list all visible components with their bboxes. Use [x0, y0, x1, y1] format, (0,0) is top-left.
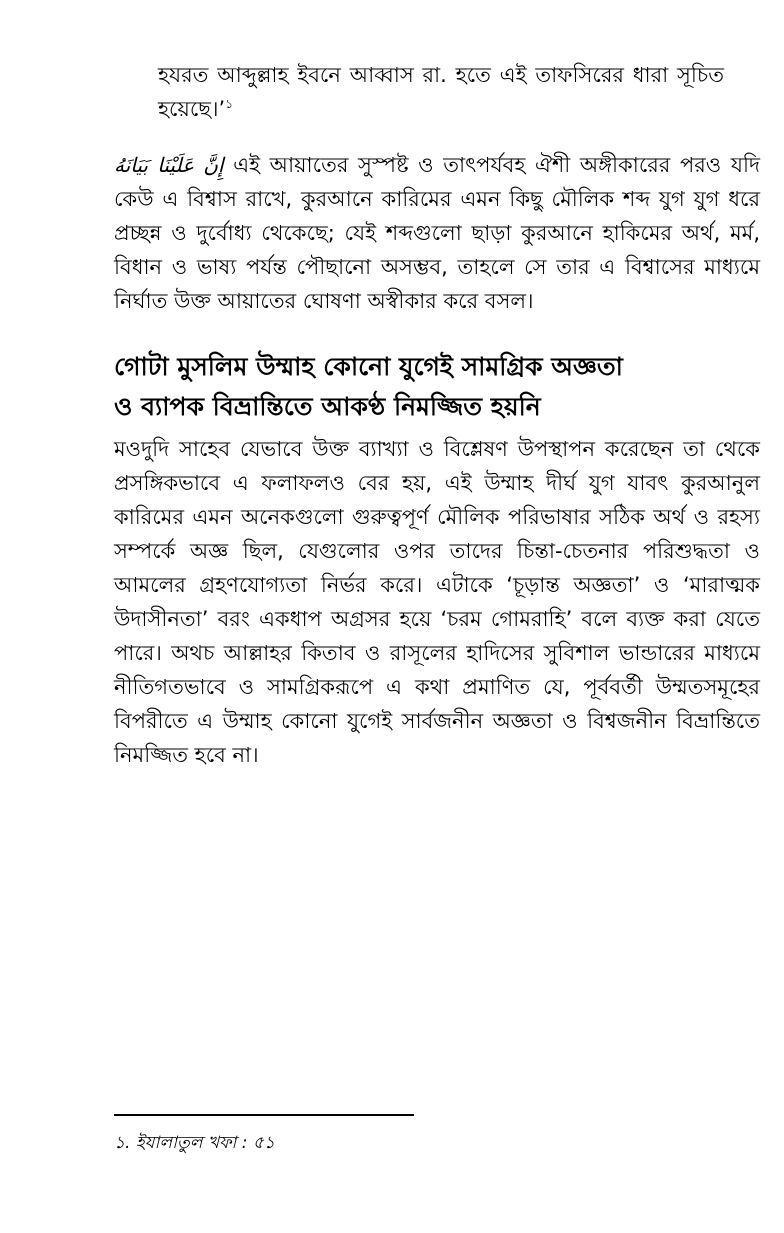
section-heading	[114, 347, 764, 427]
section-heading-line-2: ও ব্যাপক বিভ্রান্তিতে আকণ্ঠ নিমজ্জিত হয়নি	[114, 392, 541, 421]
footnote-divider	[114, 1114, 414, 1116]
quoted-passage	[158, 58, 724, 126]
arabic-ayah: إِنَّ عَلَيْنَا بَيَانَهُ	[114, 153, 224, 177]
quoted-passage-text: হযরত আব্দুল্লাহ ইবনে আব্বাস রা. হতে এই তাফসিরের ধারা সূচিত হয়েছে।’	[158, 63, 724, 121]
paragraph-body: মওদুদি সাহেব যেভাবে উক্ত ব্যাখ্যা ও বিশ্লেষণ উপস্থাপন করেছেন তা থেকে প্রসঙ্গিকভাবে এ ফলাফলও বের হয়, এই উম্মাহ দীর্ঘ যুগ যাবৎ কুরআনুল কারিমের এমন অনেকগুলো গুরুত্বপূর্ণ মৌলিক পরিভাষার সঠিক অর্থ ও রহস্য সম্পর্কে অজ্ঞ ছিল, যেগুলোর ওপর তাদের চিন্তা-চেতনার পরিশুদ্ধতা ও আমলের গ্রহণযোগ্যতা নির্ভর করে। এটাকে ‘চূড়ান্ত অজ্ঞতা’ ও ‘মারাত্মক উদাসীনতা’ বরং একধাপ অগ্রসর হয়ে ‘চরম গোমরাহি’ বলে ব্যক্ত করা যেতে পারে। অথচ আল্লাহর কিতাব ও রাসূলের হাদিসের সুবিশাল ভান্ডারের মাধ্যমে নীতিগতভাবে ও সামগ্রিকরূপে এ কথা প্রমাণিত যে, পূর্ববর্তী উম্মতসমূহের বিপরীতে এ উম্মাহ কোনো যুগেই সার্বজনীন অজ্ঞতা ও বিশ্বজনীন বিভ্রান্তিতে নিমজ্জিত হবে না।	[114, 437, 760, 767]
paragraph-1-text: এই আয়াতের সুস্পষ্ট ও তাৎপর্যবহ ঐশী অঙ্গীকারের পরও যদি কেউ এ বিশ্বাস রাখে, কুরআনে কারিমের এমন কিছু মৌলিক শব্দ যুগ যুগ ধরে প্রচ্ছন্ন ও দুর্বোধ্য থেকেছে; যেই শব্দগুলো ছাড়া কুরআনে হাকিমের অর্থ, মর্ম, বিধান ও ভাষ্য পর্যন্ত পৌছানো অসম্ভব, তাহলে সে তার এ বিশ্বাসের মাধ্যমে নির্ঘাত উক্ত আয়াতের ঘোষণা অস্বীকার করে বসল।	[114, 153, 760, 313]
paragraph-ayah-commentary	[114, 148, 760, 318]
section-heading-line-1: গোটা মুসলিম উম্মাহ কোনো যুগেই সামগ্রিক অজ্ঞতা	[114, 352, 623, 381]
footnote-reference: ১	[225, 97, 233, 111]
footnote: ১. ইযালাতুল খফা : ৫১	[114, 1133, 275, 1153]
